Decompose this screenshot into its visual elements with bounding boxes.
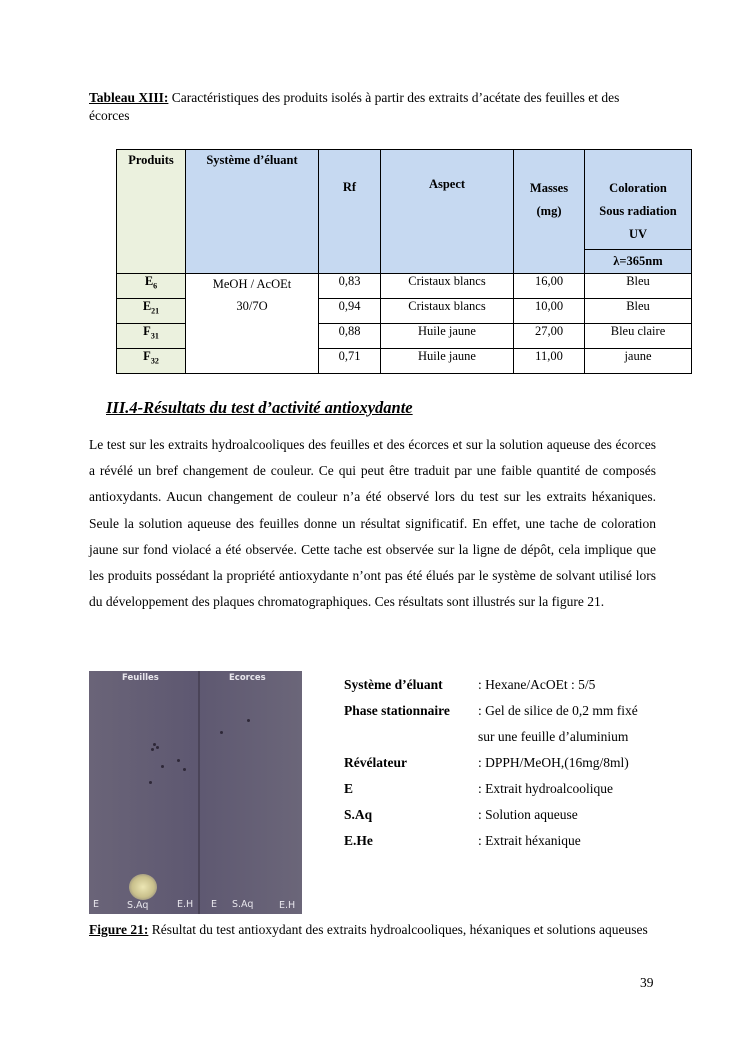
cell-coloration: Bleu claire [585, 324, 692, 349]
header-masses-line1: Masses [529, 181, 569, 195]
cell-rf: 0,83 [319, 274, 381, 299]
cell-produit: $E_{21}$ [117, 299, 186, 324]
cell-produit: $E_6$ [117, 274, 186, 299]
page-number: 39 [640, 975, 654, 990]
header-rf: Rf [319, 150, 381, 274]
header-aspect: Aspect [381, 150, 514, 274]
dark-spot [161, 765, 164, 768]
cell-coloration: Bleu [585, 299, 692, 324]
dark-spot [151, 748, 154, 751]
cell-rf: 0,94 [319, 299, 381, 324]
plate-label-e-2: E [211, 899, 218, 910]
header-coloration-line3: UV [628, 227, 648, 241]
header-coloration-line1: Coloration [609, 181, 667, 195]
cell-masse: 11,00 [514, 349, 585, 374]
cell-masse: 27,00 [514, 324, 585, 349]
dark-spot [153, 743, 156, 746]
table-caption [89, 89, 659, 125]
dark-spot [149, 781, 152, 784]
plate-label-eh-1: E.H [177, 899, 194, 910]
cell-aspect: Cristaux blancs [381, 299, 514, 324]
cell-coloration: Bleu [585, 274, 692, 299]
figure-caption [89, 921, 659, 939]
header-produits: Produits [117, 150, 186, 274]
products-table [116, 149, 692, 374]
cell-aspect: Huile jaune [381, 349, 514, 374]
dark-spot [156, 746, 159, 749]
header-systeme-eluant: Système d’éluant [186, 150, 319, 274]
cell-produit: $F_{32}$ [117, 349, 186, 374]
eluant-line1: MeOH / AcOEt [212, 277, 292, 291]
cell-masse: 16,00 [514, 274, 585, 299]
cell-masse: 10,00 [514, 299, 585, 324]
plate-label-ecorces: Ecorces [229, 673, 266, 683]
cell-produit: $F_{31}$ [117, 324, 186, 349]
eluant-line2: 30/7O [236, 299, 268, 313]
dark-spot [220, 731, 223, 734]
figure-caption-text: Résultat du test antioxydant des extraits hydroalcooliques, héxaniques et solutions aqueuses [148, 922, 648, 937]
tlc-plate-photo [89, 671, 302, 914]
plate-divider [198, 671, 200, 914]
plate-label-feuilles: Feuilles [122, 673, 159, 683]
yellow-spot [129, 874, 157, 900]
table-row [117, 274, 692, 299]
dark-spot [177, 759, 180, 762]
header-coloration-line2: Sous radiation [599, 204, 677, 218]
body-paragraph: Le test sur les extraits hydroalcooliques des feuilles et des écorces et sur la solution aqueuse des écorces a révélé un bref changement de couleur. Ce qui peut être traduit par une faible quantité de composés antioxydants. Aucun changement de couleur n’a été observé lors du test sur les extraits héxaniques. Seule la solution aqueuse des feuilles donne un résultat significatif. En effet, une tache de coloration jaune sur fond violacé a été observée. Cette tache est observée sur la ligne de dépôt, cela implique que les produits possédant la propriété antioxydante n’ont pas été élués par le système de solvant utilisé lors du développement des plaques chromatographiques. Ces résultats sont illustrés sur la figure 21. [89, 437, 656, 610]
section-title: III.4-Résultats du test d’activité antioxydante [106, 398, 413, 417]
cell-aspect: Cristaux blancs [381, 274, 514, 299]
header-masses [514, 150, 585, 274]
cell-aspect: Huile jaune [381, 324, 514, 349]
plate-label-eh-2: E.H [279, 900, 296, 911]
cell-rf: 0,88 [319, 324, 381, 349]
table-caption-label: Tableau XIII: [89, 90, 169, 105]
plate-label-e-1: E [93, 899, 100, 910]
plate-label-saq-2: S.Aq [232, 899, 254, 910]
figure-caption-label: Figure 21: [89, 922, 149, 937]
cell-rf: 0,71 [319, 349, 381, 374]
cell-coloration: jaune [585, 349, 692, 374]
plate-label-saq-1: S.Aq [127, 900, 149, 911]
cell-eluant [186, 274, 319, 374]
dark-spot [247, 719, 250, 722]
header-lambda: λ=365nm [585, 250, 692, 274]
table-caption-text: Caractéristiques des produits isolés à partir des extraits d’acétate des feuilles et des écorces [89, 90, 620, 123]
dark-spot [183, 768, 186, 771]
header-masses-line2: (mg) [536, 204, 562, 218]
header-coloration [585, 150, 692, 250]
